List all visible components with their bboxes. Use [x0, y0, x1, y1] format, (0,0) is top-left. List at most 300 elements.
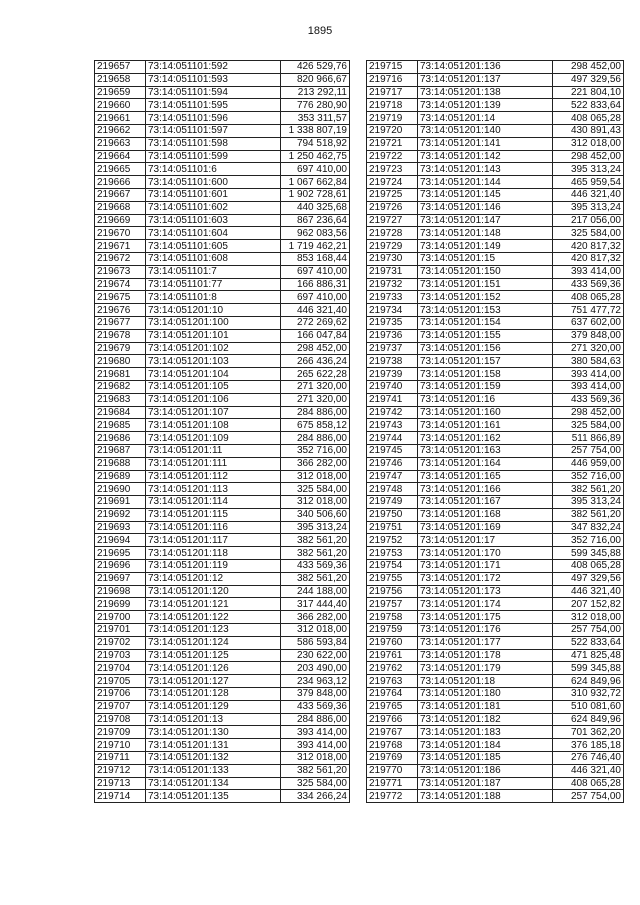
value-cell: 379 848,00: [281, 688, 350, 701]
cadastral-number-cell: 73:14:051201:174: [418, 598, 553, 611]
row-number-cell: 219747: [367, 470, 418, 483]
cadastral-number-cell: 73:14:051201:16: [418, 393, 553, 406]
cadastral-number-cell: 73:14:051201:169: [418, 521, 553, 534]
table-row: [367, 112, 624, 125]
row-number-cell: 219683: [95, 393, 146, 406]
row-number-cell: 219765: [367, 700, 418, 713]
cadastral-number-cell: 73:14:051201:133: [146, 764, 281, 777]
row-number-cell: 219770: [367, 764, 418, 777]
table-row: [95, 585, 350, 598]
row-number-cell: 219680: [95, 355, 146, 368]
table-row: [367, 572, 624, 585]
value-cell: 166 886,31: [281, 278, 350, 291]
value-cell: 382 561,20: [281, 572, 350, 585]
table-row: [367, 380, 624, 393]
row-number-cell: 219766: [367, 713, 418, 726]
value-cell: 380 584,63: [553, 355, 624, 368]
row-number-cell: 219679: [95, 342, 146, 355]
table-row: [367, 329, 624, 342]
row-number-cell: 219731: [367, 265, 418, 278]
cadastral-number-cell: 73:14:051201:170: [418, 547, 553, 560]
cadastral-number-cell: 73:14:051201:163: [418, 444, 553, 457]
row-number-cell: 219722: [367, 150, 418, 163]
value-cell: 379 848,00: [553, 329, 624, 342]
value-cell: 298 452,00: [553, 150, 624, 163]
table-row: [367, 124, 624, 137]
cadastral-number-cell: 73:14:051101:598: [146, 137, 281, 150]
table-row: [367, 457, 624, 470]
cadastral-number-cell: 73:14:051201:108: [146, 419, 281, 432]
table-row: [367, 176, 624, 189]
cadastral-number-cell: 73:14:051201:148: [418, 227, 553, 240]
table-row: [95, 419, 350, 432]
cadastral-number-cell: 73:14:051201:186: [418, 764, 553, 777]
value-cell: 446 321,40: [281, 304, 350, 317]
row-number-cell: 219671: [95, 240, 146, 253]
table-row: [367, 483, 624, 496]
cadastral-number-cell: 73:14:051201:142: [418, 150, 553, 163]
value-cell: 393 414,00: [553, 265, 624, 278]
value-cell: 465 959,54: [553, 176, 624, 189]
value-cell: 257 754,00: [553, 444, 624, 457]
cadastral-number-cell: 73:14:051201:185: [418, 752, 553, 765]
value-cell: 697 410,00: [281, 291, 350, 304]
table-row: [95, 547, 350, 560]
row-number-cell: 219756: [367, 585, 418, 598]
row-number-cell: 219749: [367, 496, 418, 509]
cadastral-number-cell: 73:14:051201:160: [418, 406, 553, 419]
row-number-cell: 219717: [367, 86, 418, 99]
value-cell: 271 320,00: [281, 393, 350, 406]
cadastral-number-cell: 73:14:051101:595: [146, 99, 281, 112]
value-cell: 271 320,00: [553, 342, 624, 355]
row-number-cell: 219681: [95, 368, 146, 381]
table-row: [95, 201, 350, 214]
row-number-cell: 219663: [95, 137, 146, 150]
table-row: [95, 470, 350, 483]
value-cell: 794 518,92: [281, 137, 350, 150]
value-cell: 298 452,00: [281, 342, 350, 355]
table-row: [367, 598, 624, 611]
row-number-cell: 219664: [95, 150, 146, 163]
table-row: [95, 662, 350, 675]
row-number-cell: 219677: [95, 316, 146, 329]
value-cell: 586 593,84: [281, 636, 350, 649]
table-row: [95, 368, 350, 381]
value-cell: 701 362,20: [553, 726, 624, 739]
cadastral-number-cell: 73:14:051201:131: [146, 739, 281, 752]
row-number-cell: 219762: [367, 662, 418, 675]
row-number-cell: 219734: [367, 304, 418, 317]
row-number-cell: 219741: [367, 393, 418, 406]
value-cell: 471 825,48: [553, 649, 624, 662]
cadastral-number-cell: 73:14:051201:128: [146, 688, 281, 701]
cadastral-number-cell: 73:14:051201:156: [418, 342, 553, 355]
row-number-cell: 219715: [367, 61, 418, 74]
table-row: [367, 444, 624, 457]
table-row: [367, 291, 624, 304]
value-cell: 408 065,28: [553, 112, 624, 125]
value-cell: 420 817,32: [553, 240, 624, 253]
value-cell: 271 320,00: [281, 380, 350, 393]
cadastral-number-cell: 73:14:051201:10: [146, 304, 281, 317]
cadastral-number-cell: 73:14:051101:8: [146, 291, 281, 304]
cadastral-number-cell: 73:14:051201:143: [418, 163, 553, 176]
cadastral-number-cell: 73:14:051201:158: [418, 368, 553, 381]
table-row: [367, 585, 624, 598]
value-cell: 298 452,00: [553, 61, 624, 74]
row-number-cell: 219692: [95, 508, 146, 521]
row-number-cell: 219713: [95, 777, 146, 790]
row-number-cell: 219728: [367, 227, 418, 240]
value-cell: 446 321,40: [553, 585, 624, 598]
row-number-cell: 219730: [367, 252, 418, 265]
row-number-cell: 219685: [95, 419, 146, 432]
row-number-cell: 219689: [95, 470, 146, 483]
value-cell: 522 833,64: [553, 99, 624, 112]
cadastral-number-cell: 73:14:051201:187: [418, 777, 553, 790]
cadastral-number-cell: 73:14:051201:165: [418, 470, 553, 483]
value-cell: 962 083,56: [281, 227, 350, 240]
cadastral-number-cell: 73:14:051201:132: [146, 752, 281, 765]
value-cell: 697 410,00: [281, 163, 350, 176]
value-cell: 325 584,00: [281, 777, 350, 790]
row-number-cell: 219660: [95, 99, 146, 112]
cadastral-number-cell: 73:14:051201:147: [418, 214, 553, 227]
table-row: [367, 636, 624, 649]
row-number-cell: 219686: [95, 432, 146, 445]
table-row: [367, 150, 624, 163]
table-row: [95, 124, 350, 137]
value-cell: 624 849,96: [553, 675, 624, 688]
cadastral-number-cell: 73:14:051201:179: [418, 662, 553, 675]
row-number-cell: 219702: [95, 636, 146, 649]
table-row: [367, 790, 624, 803]
table-row: [95, 380, 350, 393]
table-row: [367, 675, 624, 688]
table-row: [95, 137, 350, 150]
row-number-cell: 219707: [95, 700, 146, 713]
value-cell: 697 410,00: [281, 265, 350, 278]
row-number-cell: 219767: [367, 726, 418, 739]
value-cell: 440 325,68: [281, 201, 350, 214]
table-row: [95, 150, 350, 163]
cadastral-number-cell: 73:14:051201:149: [418, 240, 553, 253]
value-cell: 510 081,60: [553, 700, 624, 713]
row-number-cell: 219746: [367, 457, 418, 470]
row-number-cell: 219744: [367, 432, 418, 445]
row-number-cell: 219675: [95, 291, 146, 304]
table-row: [95, 265, 350, 278]
cadastral-number-cell: 73:14:051201:134: [146, 777, 281, 790]
cadastral-number-cell: 73:14:051201:146: [418, 201, 553, 214]
page-number: 1895: [307, 25, 333, 37]
table-row: [367, 432, 624, 445]
cadastral-number-cell: 73:14:051201:138: [418, 86, 553, 99]
value-cell: 395 313,24: [281, 521, 350, 534]
table-row: [95, 61, 350, 74]
value-cell: 213 292,11: [281, 86, 350, 99]
row-number-cell: 219657: [95, 61, 146, 74]
value-cell: 325 584,00: [553, 227, 624, 240]
cadastral-number-cell: 73:14:051101:600: [146, 176, 281, 189]
value-cell: 352 716,00: [281, 444, 350, 457]
row-number-cell: 219704: [95, 662, 146, 675]
row-number-cell: 219729: [367, 240, 418, 253]
table-row: [367, 662, 624, 675]
cadastral-number-cell: 73:14:051201:100: [146, 316, 281, 329]
cadastral-number-cell: 73:14:051201:102: [146, 342, 281, 355]
value-cell: 366 282,00: [281, 611, 350, 624]
cadastral-number-cell: 73:14:051201:159: [418, 380, 553, 393]
table-row: [95, 406, 350, 419]
cadastral-number-cell: 73:14:051201:135: [146, 790, 281, 803]
row-number-cell: 219743: [367, 419, 418, 432]
cadastral-number-cell: 73:14:051201:152: [418, 291, 553, 304]
row-number-cell: 219708: [95, 713, 146, 726]
value-cell: 352 716,00: [553, 534, 624, 547]
value-cell: 310 932,72: [553, 688, 624, 701]
value-cell: 382 561,20: [281, 534, 350, 547]
value-cell: 1 719 462,21: [281, 240, 350, 253]
cadastral-number-cell: 73:14:051201:176: [418, 624, 553, 637]
row-number-cell: 219690: [95, 483, 146, 496]
row-number-cell: 219726: [367, 201, 418, 214]
table-left: [94, 60, 350, 803]
table-row: [367, 61, 624, 74]
row-number-cell: 219745: [367, 444, 418, 457]
cadastral-number-cell: 73:14:051201:106: [146, 393, 281, 406]
table-row: [95, 598, 350, 611]
table-row: [367, 73, 624, 86]
cadastral-number-cell: 73:14:051201:183: [418, 726, 553, 739]
row-number-cell: 219732: [367, 278, 418, 291]
cadastral-number-cell: 73:14:051101:596: [146, 112, 281, 125]
cadastral-number-cell: 73:14:051101:605: [146, 240, 281, 253]
cadastral-number-cell: 73:14:051201:154: [418, 316, 553, 329]
row-number-cell: 219684: [95, 406, 146, 419]
cadastral-number-cell: 73:14:051201:136: [418, 61, 553, 74]
cadastral-number-cell: 73:14:051201:11: [146, 444, 281, 457]
row-number-cell: 219769: [367, 752, 418, 765]
table-row: [367, 316, 624, 329]
row-number-cell: 219716: [367, 73, 418, 86]
value-cell: 497 329,56: [553, 572, 624, 585]
cadastral-number-cell: 73:14:051201:101: [146, 329, 281, 342]
value-cell: 234 963,12: [281, 675, 350, 688]
cadastral-number-cell: 73:14:051201:14: [418, 112, 553, 125]
value-cell: 426 529,76: [281, 61, 350, 74]
table-row: [95, 188, 350, 201]
cadastral-number-cell: 73:14:051101:592: [146, 61, 281, 74]
cadastral-number-cell: 73:14:051201:153: [418, 304, 553, 317]
cadastral-number-cell: 73:14:051201:126: [146, 662, 281, 675]
table-row: [367, 342, 624, 355]
table-row: [367, 304, 624, 317]
table-row: [367, 86, 624, 99]
value-cell: 382 561,20: [281, 764, 350, 777]
table-row: [95, 240, 350, 253]
table-row: [367, 137, 624, 150]
value-cell: 298 452,00: [553, 406, 624, 419]
value-cell: 1 067 662,84: [281, 176, 350, 189]
value-cell: 599 345,88: [553, 547, 624, 560]
row-number-cell: 219705: [95, 675, 146, 688]
row-number-cell: 219662: [95, 124, 146, 137]
row-number-cell: 219666: [95, 176, 146, 189]
table-row: [95, 291, 350, 304]
value-cell: 395 313,24: [553, 201, 624, 214]
table-row: [95, 777, 350, 790]
table-row: [367, 355, 624, 368]
cadastral-number-cell: 73:14:051201:122: [146, 611, 281, 624]
cadastral-number-cell: 73:14:051201:124: [146, 636, 281, 649]
row-number-cell: 219667: [95, 188, 146, 201]
table-row: [367, 278, 624, 291]
value-cell: 853 168,44: [281, 252, 350, 265]
table-row: [95, 163, 350, 176]
cadastral-number-cell: 73:14:051201:17: [418, 534, 553, 547]
cadastral-number-cell: 73:14:051201:12: [146, 572, 281, 585]
table-row: [367, 252, 624, 265]
cadastral-number-cell: 73:14:051201:166: [418, 483, 553, 496]
table-row: [367, 560, 624, 573]
table-row: [95, 713, 350, 726]
value-cell: 284 886,00: [281, 713, 350, 726]
row-number-cell: 219709: [95, 726, 146, 739]
value-cell: 207 152,82: [553, 598, 624, 611]
row-number-cell: 219753: [367, 547, 418, 560]
row-number-cell: 219673: [95, 265, 146, 278]
value-cell: 266 436,24: [281, 355, 350, 368]
row-number-cell: 219669: [95, 214, 146, 227]
value-cell: 1 250 462,75: [281, 150, 350, 163]
table-row: [367, 227, 624, 240]
value-cell: 511 866,89: [553, 432, 624, 445]
table-row: [367, 547, 624, 560]
value-cell: 340 506,60: [281, 508, 350, 521]
row-number-cell: 219661: [95, 112, 146, 125]
row-number-cell: 219742: [367, 406, 418, 419]
table-row: [95, 790, 350, 803]
row-number-cell: 219740: [367, 380, 418, 393]
table-row: [367, 368, 624, 381]
cadastral-number-cell: 73:14:051101:608: [146, 252, 281, 265]
value-cell: 257 754,00: [553, 624, 624, 637]
cadastral-number-cell: 73:14:051201:116: [146, 521, 281, 534]
value-cell: 497 329,56: [553, 73, 624, 86]
table-row: [95, 432, 350, 445]
cadastral-number-cell: 73:14:051101:77: [146, 278, 281, 291]
value-cell: 393 414,00: [281, 739, 350, 752]
cadastral-number-cell: 73:14:051201:129: [146, 700, 281, 713]
row-number-cell: 219723: [367, 163, 418, 176]
table-left-body: [95, 61, 350, 803]
table-row: [95, 688, 350, 701]
row-number-cell: 219658: [95, 73, 146, 86]
cadastral-number-cell: 73:14:051201:18: [418, 675, 553, 688]
cadastral-number-cell: 73:14:051201:139: [418, 99, 553, 112]
table-row: [95, 176, 350, 189]
table-row: [367, 496, 624, 509]
table-row: [367, 624, 624, 637]
row-number-cell: 219763: [367, 675, 418, 688]
row-number-cell: 219751: [367, 521, 418, 534]
value-cell: 420 817,32: [553, 252, 624, 265]
table-row: [367, 521, 624, 534]
row-number-cell: 219693: [95, 521, 146, 534]
value-cell: 675 858,12: [281, 419, 350, 432]
row-number-cell: 219710: [95, 739, 146, 752]
table-row: [367, 265, 624, 278]
row-number-cell: 219682: [95, 380, 146, 393]
row-number-cell: 219752: [367, 534, 418, 547]
row-number-cell: 219694: [95, 534, 146, 547]
row-number-cell: 219712: [95, 764, 146, 777]
value-cell: 408 065,28: [553, 777, 624, 790]
cadastral-number-cell: 73:14:051201:171: [418, 560, 553, 573]
value-cell: 347 832,24: [553, 521, 624, 534]
value-cell: 325 584,00: [281, 483, 350, 496]
table-row: [95, 355, 350, 368]
cadastral-number-cell: 73:14:051201:114: [146, 496, 281, 509]
value-cell: 221 804,10: [553, 86, 624, 99]
row-number-cell: 219755: [367, 572, 418, 585]
cadastral-number-cell: 73:14:051101:602: [146, 201, 281, 214]
cadastral-number-cell: 73:14:051201:13: [146, 713, 281, 726]
table-row: [95, 508, 350, 521]
row-number-cell: 219665: [95, 163, 146, 176]
cadastral-number-cell: 73:14:051201:184: [418, 739, 553, 752]
table-right: [366, 60, 624, 803]
table-row: [95, 329, 350, 342]
table-row: [95, 560, 350, 573]
table-row: [367, 752, 624, 765]
cadastral-number-cell: 73:14:051201:104: [146, 368, 281, 381]
row-number-cell: 219706: [95, 688, 146, 701]
value-cell: 325 584,00: [553, 419, 624, 432]
cadastral-number-cell: 73:14:051201:181: [418, 700, 553, 713]
cadastral-number-cell: 73:14:051201:178: [418, 649, 553, 662]
row-number-cell: 219733: [367, 291, 418, 304]
row-number-cell: 219754: [367, 560, 418, 573]
table-row: [367, 163, 624, 176]
value-cell: 312 018,00: [553, 611, 624, 624]
table-row: [95, 534, 350, 547]
table-row: [367, 713, 624, 726]
table-row: [367, 508, 624, 521]
cadastral-number-cell: 73:14:051201:167: [418, 496, 553, 509]
row-number-cell: 219764: [367, 688, 418, 701]
cadastral-number-cell: 73:14:051201:180: [418, 688, 553, 701]
value-cell: 284 886,00: [281, 406, 350, 419]
table-row: [95, 393, 350, 406]
table-row: [95, 764, 350, 777]
cadastral-number-cell: 73:14:051201:117: [146, 534, 281, 547]
value-cell: 395 313,24: [553, 163, 624, 176]
cadastral-number-cell: 73:14:051201:123: [146, 624, 281, 637]
cadastral-number-cell: 73:14:051201:161: [418, 419, 553, 432]
row-number-cell: 219676: [95, 304, 146, 317]
value-cell: 430 891,43: [553, 124, 624, 137]
value-cell: 393 414,00: [281, 726, 350, 739]
cadastral-number-cell: 73:14:051201:121: [146, 598, 281, 611]
value-cell: 366 282,00: [281, 457, 350, 470]
cadastral-number-cell: 73:14:051101:603: [146, 214, 281, 227]
cadastral-number-cell: 73:14:051201:119: [146, 560, 281, 573]
table-row: [367, 739, 624, 752]
cadastral-number-cell: 73:14:051201:188: [418, 790, 553, 803]
